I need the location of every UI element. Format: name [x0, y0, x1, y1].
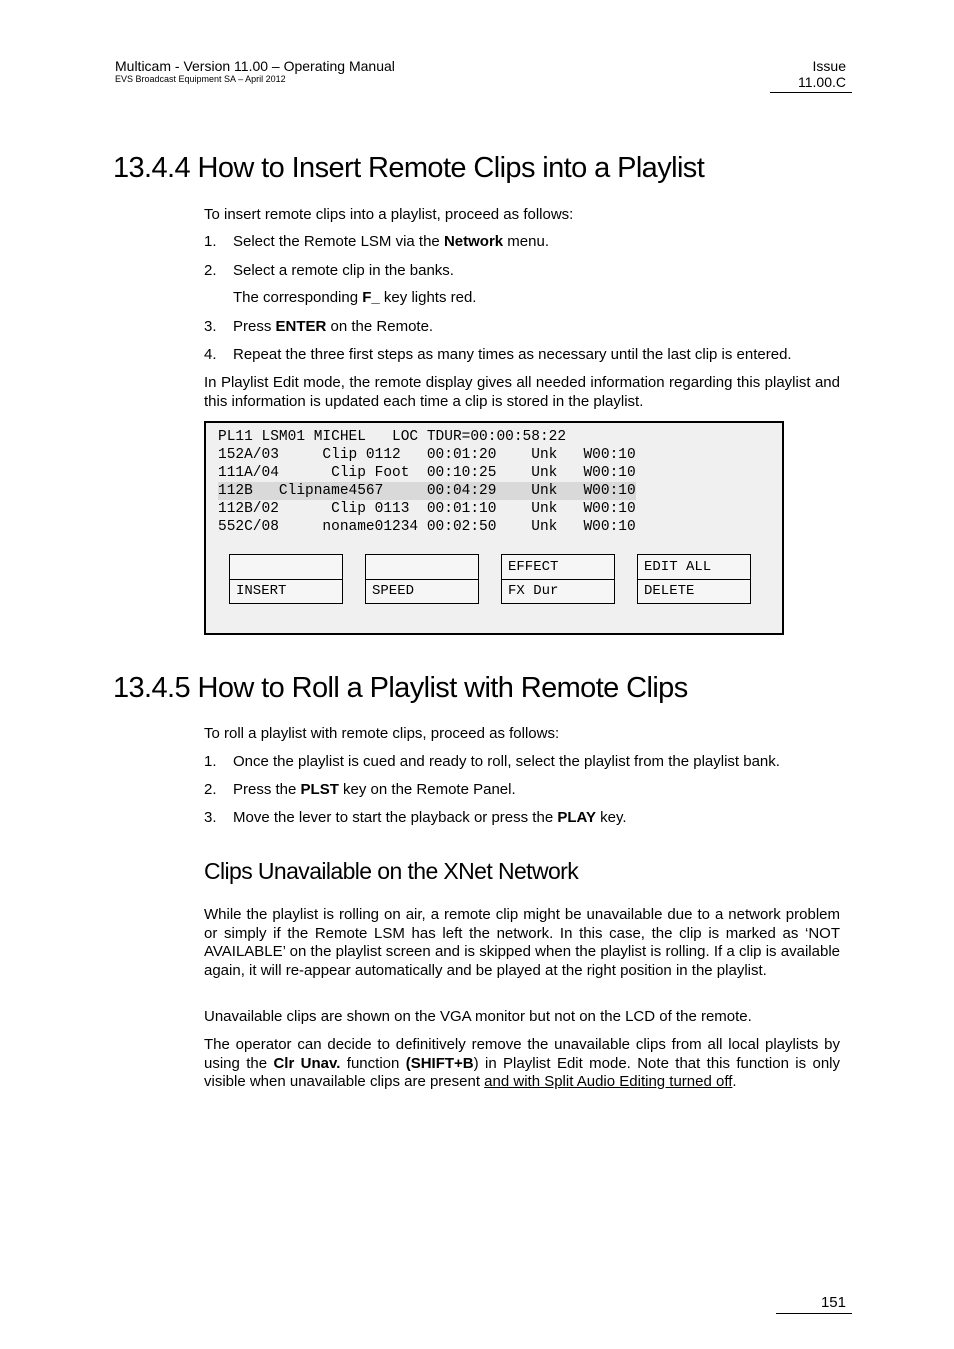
step-number: 1.: [204, 753, 217, 770]
lcd-clip-line: 152A/03 Clip 0112 00:01:20 Unk W00:10: [218, 447, 636, 463]
section-heading-roll: 13.4.5 How to Roll a Playlist with Remote Clips: [113, 672, 688, 704]
softkey-label: FX Dur: [508, 583, 559, 599]
insert-intro: To insert remote clips into a playlist, proceed as follows:: [204, 206, 574, 223]
step-number: 4.: [204, 346, 217, 363]
f-key-term: F_: [362, 289, 380, 306]
step-number: 3.: [204, 318, 217, 335]
lcd-clip-line: 552C/08 noname01234 00:02:50 Unk W00:10: [218, 519, 636, 535]
section-heading-insert: 13.4.4 How to Insert Remote Clips into a Playlist: [113, 152, 705, 184]
step-number: 3.: [204, 809, 217, 826]
softkey-label: INSERT: [236, 583, 287, 599]
step-number: 1.: [204, 233, 217, 250]
header-rule: [770, 92, 852, 93]
header-issue-number: 11.00.C: [798, 74, 846, 90]
softkey-effect: [501, 554, 615, 604]
softkey-label: DELETE: [644, 583, 695, 599]
remote-lcd-display: [204, 421, 784, 635]
clr-unav-term: Clr Unav.: [273, 1054, 341, 1072]
unavailable-paragraph-2: Unavailable clips are shown on the VGA monitor but not on the LCD of the remote.: [204, 1008, 752, 1025]
header-company: EVS Broadcast Equipment SA – April 2012: [115, 74, 286, 84]
lcd-clip-line-selected: 112B Clipname4567 00:04:29 Unk W00:10: [218, 483, 636, 499]
plst-key-term: PLST: [300, 781, 339, 798]
lcd-status-line: PL11 LSM01 MICHEL LOC TDUR=00:00:58:22: [218, 429, 567, 445]
page-number: 151: [820, 1294, 846, 1311]
lcd-clip-line: 112B/02 Clip 0113 00:01:10 Unk W00:10: [218, 501, 636, 517]
step-number: 2.: [204, 781, 217, 798]
unavailable-paragraph-1: While the playlist is rolling on air, a remote clip might be unavailable due to a network problem or simply if the Remote LSM has left the network. In this case, the clip is marked as ‘NOT AVAILABLE’ on the playlist screen and is skipped when the playlist is rolling. If a clip is available again, it will re-appear automatically and be played at the right position in the playlist.: [204, 906, 840, 979]
play-key-term: PLAY: [557, 809, 596, 826]
roll-intro: To roll a playlist with remote clips, proceed as follows:: [204, 725, 560, 742]
unavailable-paragraph-3: The operator can decide to definitively remove the unavailable clips from all local playlists by using the Clr Unav. function (SHIFT+B) in Playlist Edit mode. Note that this function is only visible when unavailable clips are present and with Split Audio Editing turned off.: [204, 1036, 841, 1090]
header-issue-label: Issue: [812, 58, 846, 74]
header-title: Multicam - Version 11.00 – Operating Manual: [115, 58, 395, 74]
shift-b-term: (SHIFT+B: [405, 1054, 474, 1072]
subsection-heading-unavailable: Clips Unavailable on the XNet Network: [204, 858, 579, 884]
softkey-speed: [365, 554, 479, 604]
softkey-label: EDIT ALL: [638, 555, 750, 580]
step-number: 2.: [204, 262, 217, 279]
footer-rule: [776, 1313, 852, 1314]
softkey-label: SPEED: [372, 583, 415, 599]
softkey-label: EFFECT: [502, 555, 614, 580]
softkey-insert: [229, 554, 343, 604]
split-audio-note: and with Split Audio Editing turned off: [484, 1073, 733, 1090]
lcd-clip-line: 111A/04 Clip Foot 00:10:25 Unk W00:10: [218, 465, 636, 481]
network-menu-term: Network: [443, 233, 504, 250]
insert-paragraph: In Playlist Edit mode, the remote display gives all needed information regarding this playlist and this information is updated each time a clip is stored in the playlist.: [204, 374, 840, 410]
softkey-edit-all: [637, 554, 751, 604]
enter-key-term: ENTER: [275, 318, 327, 335]
